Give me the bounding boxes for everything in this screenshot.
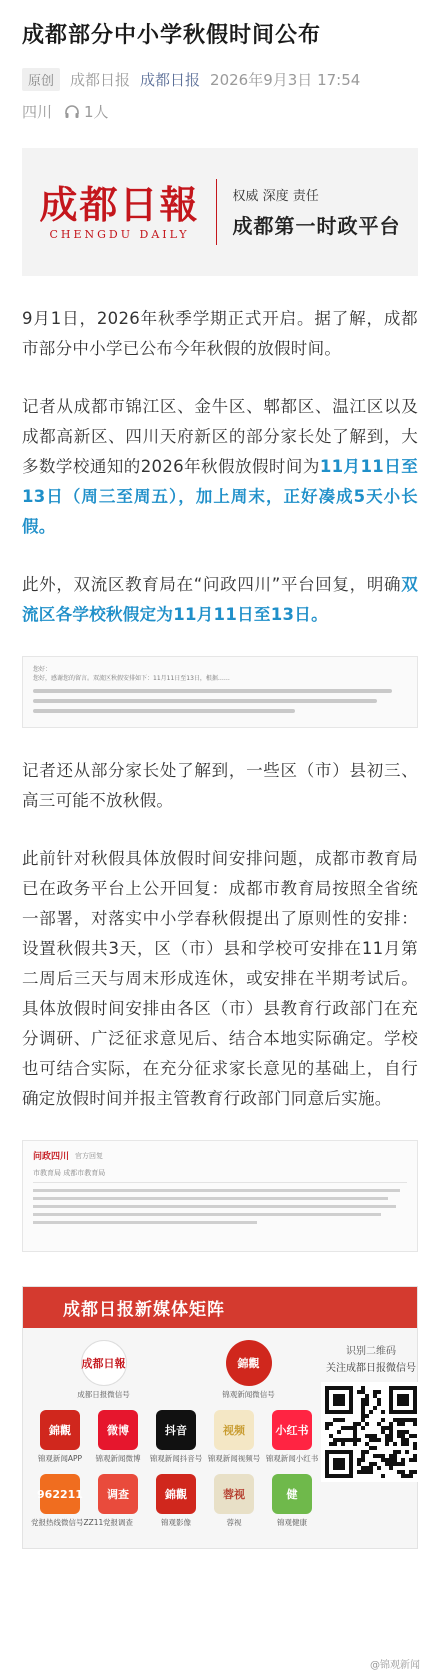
paragraph-3 [22,570,418,630]
media-matrix-heading: 成都日报新媒体矩阵 [23,1287,417,1328]
text-line [33,689,392,693]
app-caption: 锦观健康 [277,1518,307,1527]
paragraph-1: 9月1日，2026年秋季学期正式开启。据了解，成都市部分中小学已公布今年秋假的放假时间。 [22,309,418,358]
app-item[interactable] [31,1410,89,1464]
app-caption: 党报调查 [103,1518,133,1527]
app-icon: 962211 [40,1474,80,1514]
app-item[interactable] [220,1340,278,1400]
newspaper-banner [22,148,418,276]
app-caption: 锦观新闻抖音号 [149,1454,203,1463]
banner-divider [216,179,217,245]
wenzheng-tabs: 市教育局 成都市教育局 [33,1168,407,1183]
app-grid [31,1340,321,1538]
logo-english: CHENGDU DAILY [49,227,190,241]
app-icon: 健 [272,1474,312,1514]
app-row [31,1474,321,1528]
headphones-icon [64,104,80,120]
account-link[interactable]: 成都日报 [140,71,201,89]
app-icon: 小红书 [272,1410,312,1450]
text-line [33,1213,381,1216]
qr-section [321,1340,421,1538]
app-item[interactable] [205,1474,263,1528]
wenzheng-header [33,1149,407,1162]
app-item[interactable] [89,1410,147,1464]
paragraph-2-text: 记者从成都市锦江区、金牛区、郫都区、温江区以及成都高新区、四川天府新区的部分家长处了解到，大多数学校通知的2026年秋假放假时间为 [22,397,418,476]
text-line [33,1197,388,1200]
article-meta [22,68,418,91]
app-item[interactable] [31,1474,104,1528]
text-line [33,699,377,703]
app-caption: 锦观新闻微博 [95,1454,141,1463]
text-line [33,1205,396,1208]
qr-code[interactable] [321,1382,421,1482]
qr-caption-2: 关注成都日报微信号 [326,1363,416,1374]
article-title: 成都部分中小学秋假时间公布 [22,23,322,48]
text-line [33,709,295,713]
slogan-line-2: 成都第一时政平台 [232,214,401,238]
app-icon: 蓉视 [214,1474,254,1514]
chengdu-daily-logo [39,181,200,241]
paragraph-5: 此前针对秋假具体放假时间安排问题，成都市教育局已在政务平台上公开回复：成都市教育局按照全省统一部署，对落实中小学春秋假提出了原则性的安排：设置秋假共3天，区（市）县和学校可安排在11月第二周后三天与周末形成连休，或安排在半期考试后。具体放假时间安排由各区（市）县教育行政部门在充分调研、广泛征求意见后、结合本地实际确定。学校也可结合实际，在充分征求家长意见的基础上，自行确定放假时间并报主管教育行政部门同意后实施。 [22,849,418,1108]
app-item[interactable] [147,1410,205,1464]
original-tag: 原创 [22,68,60,91]
paragraph-3-text: 此外，双流区教育局在“问政四川”平台回复，明确 [22,575,402,594]
slogan-line-1: 权威 深度 责任 [232,189,319,204]
paragraph-4: 记者还从部分家长处了解到，一些区（市）县初三、高三可能不放秋假。 [22,761,418,810]
reply-screenshot-1 [22,656,418,728]
app-caption: 锦观新闻视频号 [207,1454,261,1463]
reply-line: 您好，感谢您的留言。双流区秋假安排如下：11月11日至13日，根据…… [33,675,230,682]
publish-datetime: 2026年9月3日 17:54 [210,71,361,89]
paragraph-2-highlight: 11月11日至13日（周三至周五），加上周末，正好凑成5天小长假。 [22,457,418,536]
app-caption: 锦观影像 [161,1518,191,1527]
app-row [31,1410,321,1464]
text-line [33,1221,257,1224]
listener-count: 1人 [84,103,109,121]
location: 四川 [22,103,53,121]
author-name: 成都日报 [70,71,131,89]
watermark: @锦观新闻 [370,1660,420,1671]
app-icon: 成都日報 [81,1340,127,1386]
app-row [31,1340,321,1400]
app-icon: 錦觀 [40,1410,80,1450]
app-item[interactable] [263,1474,321,1528]
article-meta-2 [22,101,418,122]
media-matrix-body [23,1328,417,1548]
app-item[interactable] [89,1474,147,1528]
app-item[interactable] [75,1340,133,1400]
wenzheng-sub: 官方回复 [75,1151,104,1160]
app-icon: 调查 [98,1474,138,1514]
wenzheng-brand: 问政四川 [33,1152,70,1162]
listen-button[interactable] [64,101,109,122]
paragraph-2 [22,392,418,542]
app-caption: 锦观新闻小红书 [265,1454,319,1463]
app-icon: 微博 [98,1410,138,1450]
app-caption: 蓉视 [226,1518,242,1527]
app-icon: 錦觀 [156,1474,196,1514]
app-item[interactable] [205,1410,263,1464]
app-icon: 錦觀 [226,1340,272,1386]
banner-slogan [233,185,401,239]
app-caption: 锦观新闻APP [37,1454,83,1463]
app-caption: 党报热线微信号ZZ11 [31,1518,104,1527]
paragraph-3-highlight: 双流区各学校秋假定为11月11日至13日。 [22,575,418,624]
app-icon: 抖音 [156,1410,196,1450]
media-matrix [22,1286,418,1549]
reply-screenshot-2 [22,1140,418,1252]
text-line [33,1189,400,1192]
app-icon: 视频 [214,1410,254,1450]
reply-greeting: 您好： [33,666,52,673]
app-caption: 锦观新闻微信号 [222,1390,275,1399]
app-caption: 成都日报微信号 [77,1390,130,1399]
logo-chinese: 成都日報 [39,181,200,227]
qr-caption-1: 识别二维码 [346,1346,396,1357]
qr-code-image [325,1386,417,1478]
app-item[interactable] [263,1410,321,1464]
app-item[interactable] [147,1474,205,1528]
